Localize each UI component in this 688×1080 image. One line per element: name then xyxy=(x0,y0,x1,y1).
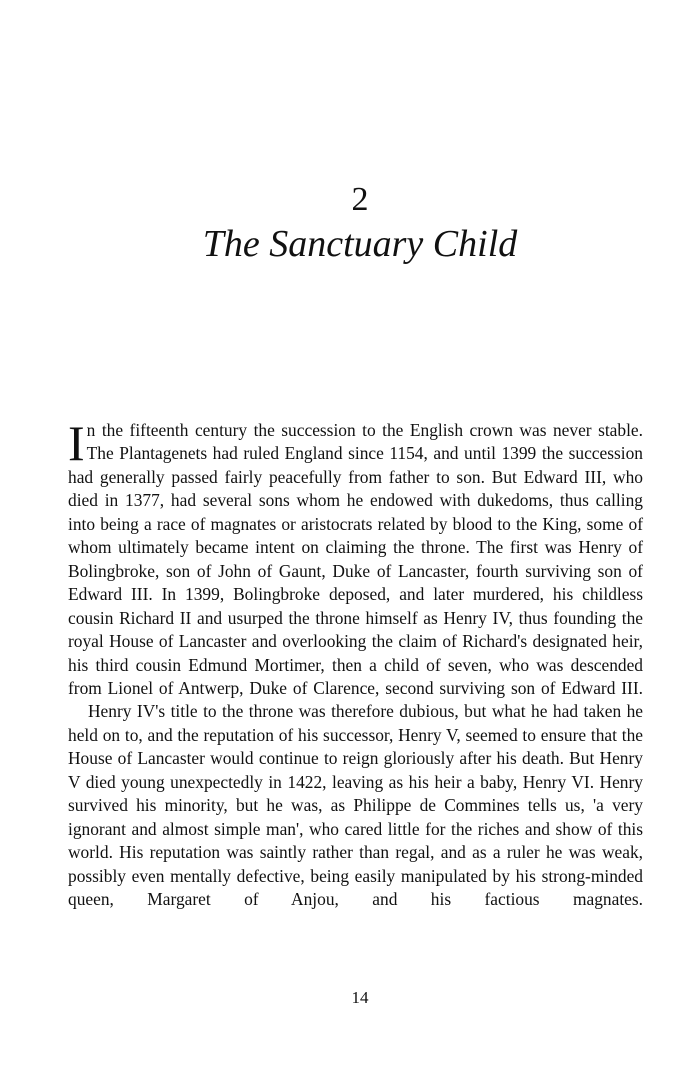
text-line: In 1399, Bolingbroke deposed, and later murdered, his childless cousin xyxy=(68,584,643,628)
text-line: seemed to ensure that the House of Lancaster would continue to reign xyxy=(68,724,643,769)
text-line: second surviving son of Edward III. xyxy=(385,677,643,698)
text-line: the royal House of Lancaster and overlooking the claim of Richard's xyxy=(68,607,643,652)
body-text xyxy=(68,415,643,912)
chapter-title: The Sanctuary Child xyxy=(202,223,518,265)
text-line: Richard II and usurped the throne himself as Henry IV, thus founding xyxy=(119,607,617,628)
text-line: stable. The Plantagenets had ruled England since 1154, and until 1399 xyxy=(86,420,643,464)
text-line: 1422, leaving as his heir a baby, Henry VI. Henry survived his minority, xyxy=(68,771,643,816)
paragraph-2 xyxy=(68,700,643,911)
text-line: designated heir, his third cousin Edmund Mortimer, then a child of xyxy=(68,631,643,675)
text-line: John of Gaunt, Duke of Lancaster, fourth surviving son of Edward III. xyxy=(68,560,643,605)
text-line: related by blood to the King, some of whom ultimately became intent xyxy=(68,513,643,558)
text-line: almost simple man', who cared little for the riches and show of this xyxy=(162,818,643,839)
text-line: Henry IV's title to the throne was therefore dubious, but what he had xyxy=(88,701,579,722)
text-line: world. His reputation was saintly rather than regal, and as a ruler he was xyxy=(68,842,596,863)
text-line: with dukedoms, thus calling into being a race of magnates or aristocrats xyxy=(68,490,643,534)
text-line: strong-minded queen, Margaret of Anjou, and his factious magnates. xyxy=(68,865,643,910)
text-line: gloriously after his death. But Henry V died young unexpectedly in xyxy=(68,748,643,792)
text-line: on claiming the throne. The first was Henry of Bolingbroke, son of xyxy=(68,537,643,581)
paragraph-1 xyxy=(68,415,643,700)
text-line: n the fifteenth century the succession to the English crown was never xyxy=(86,420,592,440)
text-line: weak, possibly even mentally defective, being easily manipulated by his xyxy=(68,842,643,886)
text-line: but he was, as Philippe de Commines tells us, 'a very ignorant and xyxy=(68,795,643,839)
text-line: seven, who was descended from Lionel of Antwerp, Duke of Clarence, xyxy=(68,654,643,698)
drop-cap: I xyxy=(68,415,85,471)
text-line: the succession had generally passed fairly peacefully from father to son. xyxy=(68,443,643,487)
text-line: taken he held on to, and the reputation of his successor, Henry V, xyxy=(68,701,643,745)
chapter-number: 2 xyxy=(351,181,369,218)
text-line: But Edward III, who died in 1377, had several sons whom he endowed xyxy=(68,466,643,511)
page-number: 14 xyxy=(351,988,369,1007)
